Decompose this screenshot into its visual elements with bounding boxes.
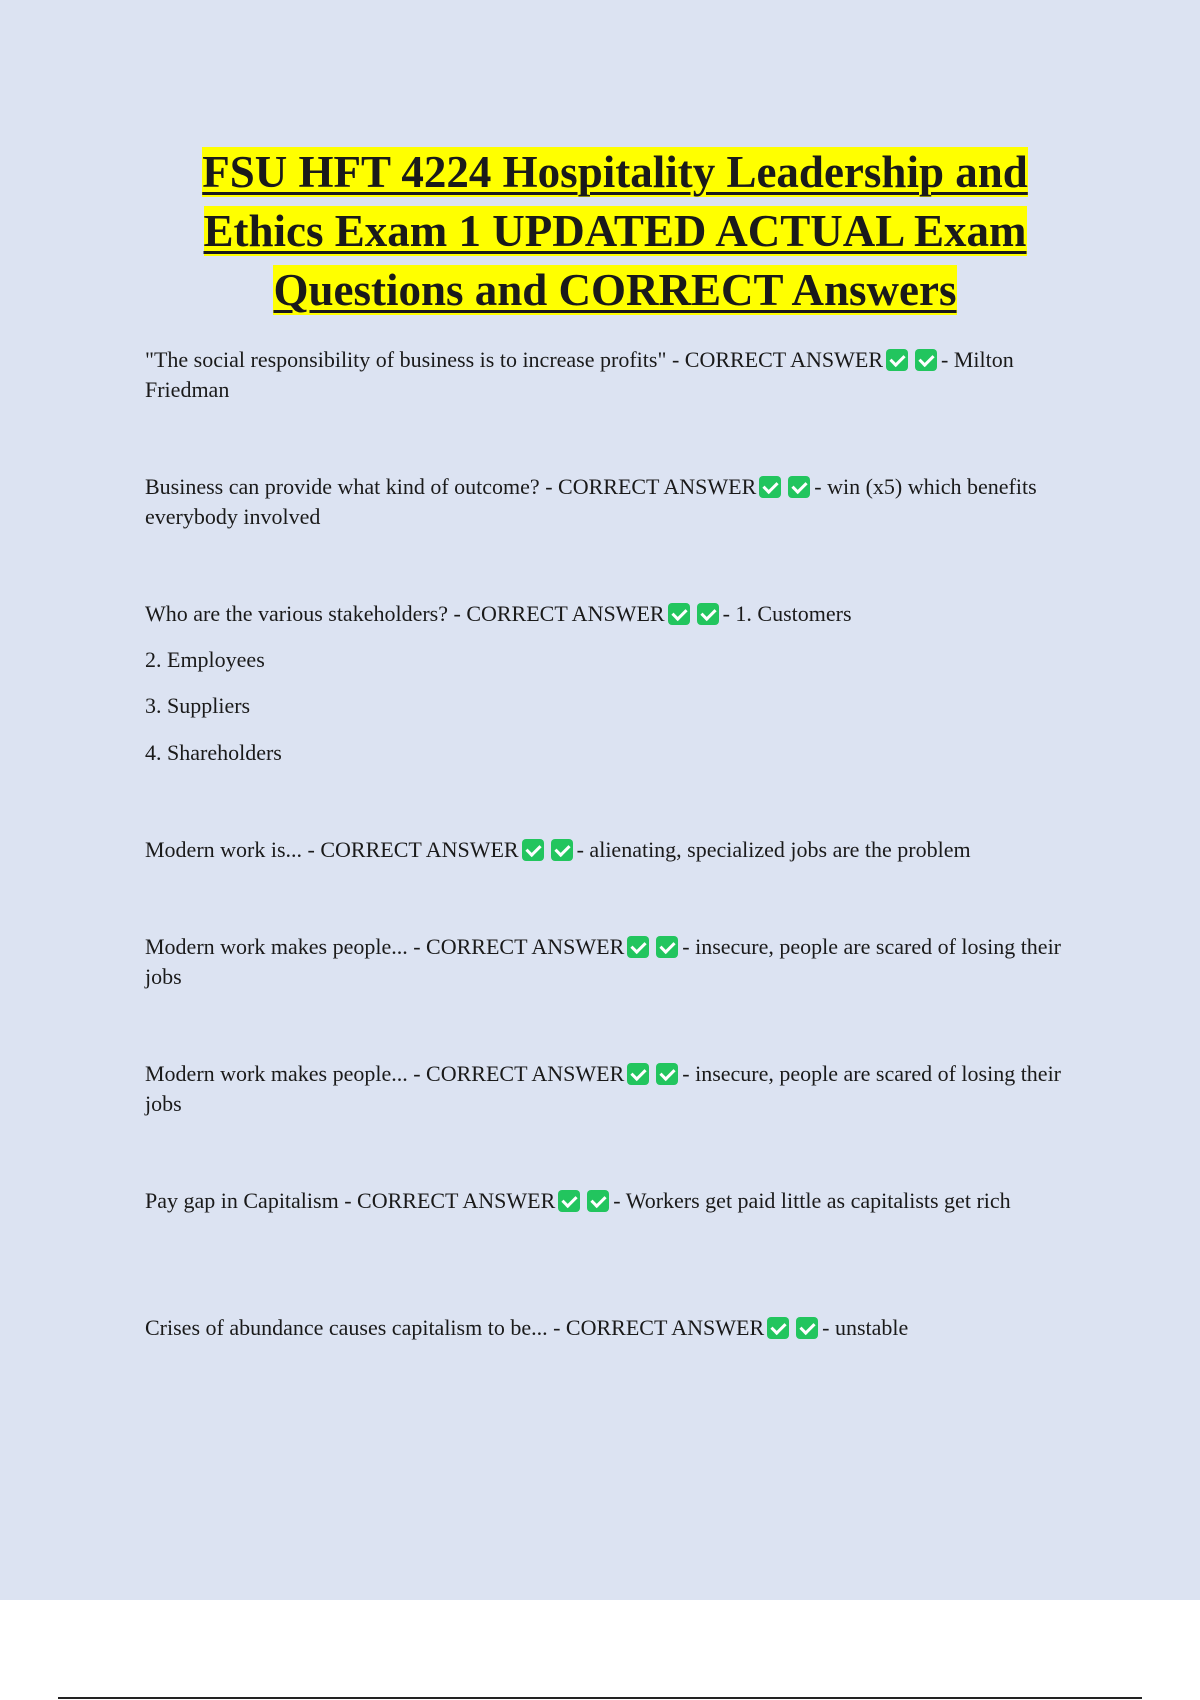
answer-text: - 1. Customers (722, 601, 852, 626)
correct-answer-label: - CORRECT ANSWER (413, 934, 625, 959)
answer-text: - Workers get paid little as capitalists get rich (613, 1188, 1011, 1213)
question-text: Modern work makes people... (145, 934, 408, 959)
correct-answer-label: - CORRECT ANSWER (307, 837, 519, 862)
question-text: Pay gap in Capitalism (145, 1188, 339, 1213)
check-icon (759, 476, 781, 498)
check-icon (627, 936, 649, 958)
bottom-divider (58, 1697, 1142, 1699)
question-text: "The social responsibility of business is to increase profits" (145, 347, 667, 372)
qa-item-2 (145, 472, 1065, 532)
question-text: Who are the various stakeholders? (145, 601, 448, 626)
answer-text: - win (x5) which benefits everybody involved (145, 474, 1037, 529)
correct-answer-label: - CORRECT ANSWER (545, 474, 757, 499)
check-icon (915, 349, 937, 371)
correct-answer-label: - CORRECT ANSWER (413, 1061, 625, 1086)
check-icon (697, 603, 719, 625)
check-icon (886, 349, 908, 371)
qa-item-8 (145, 1313, 1065, 1343)
check-icon (627, 1063, 649, 1085)
list-item: 3. Suppliers (145, 693, 251, 718)
list-item: 4. Shareholders (145, 740, 282, 765)
question-text: Crises of abundance causes capitalism to be... (145, 1315, 548, 1340)
qa-item-7 (145, 1186, 1065, 1216)
qa-item-1 (145, 345, 1065, 405)
correct-answer-label: - CORRECT ANSWER (671, 347, 883, 372)
qa-item-4 (145, 835, 1065, 865)
check-icon (788, 476, 810, 498)
question-text: Modern work makes people... (145, 1061, 408, 1086)
qa-item-3 (145, 599, 1065, 629)
qa-item-6 (145, 1059, 1065, 1119)
check-icon (767, 1317, 789, 1339)
correct-answer-label: - CORRECT ANSWER (453, 601, 665, 626)
document-title (150, 143, 1080, 320)
qa-item-5 (145, 932, 1065, 992)
answer-text: - unstable (822, 1315, 909, 1340)
check-icon (558, 1190, 580, 1212)
answer-text: - alienating, specialized jobs are the problem (576, 837, 971, 862)
correct-answer-label: - CORRECT ANSWER (344, 1188, 556, 1213)
question-text: Modern work is... (145, 837, 303, 862)
correct-answer-label: - CORRECT ANSWER (553, 1315, 765, 1340)
question-text: Business can provide what kind of outcome? (145, 474, 540, 499)
check-icon (668, 603, 690, 625)
check-icon (796, 1317, 818, 1339)
list-item: 2. Employees (145, 647, 265, 672)
check-icon (656, 1063, 678, 1085)
answer-text: - Milton Friedman (145, 347, 1014, 402)
answer-text: - insecure, people are scared of losing their jobs (145, 1061, 1062, 1116)
check-icon (522, 839, 544, 861)
answer-text: - insecure, people are scared of losing their jobs (145, 934, 1062, 989)
check-icon (656, 936, 678, 958)
check-icon (551, 839, 573, 861)
document-title-text: FSU HFT 4224 Hospitality Leadership and Ethics Exam 1 UPDATED ACTUAL Exam Questions and CORRECT Answers (202, 147, 1028, 315)
check-icon (587, 1190, 609, 1212)
